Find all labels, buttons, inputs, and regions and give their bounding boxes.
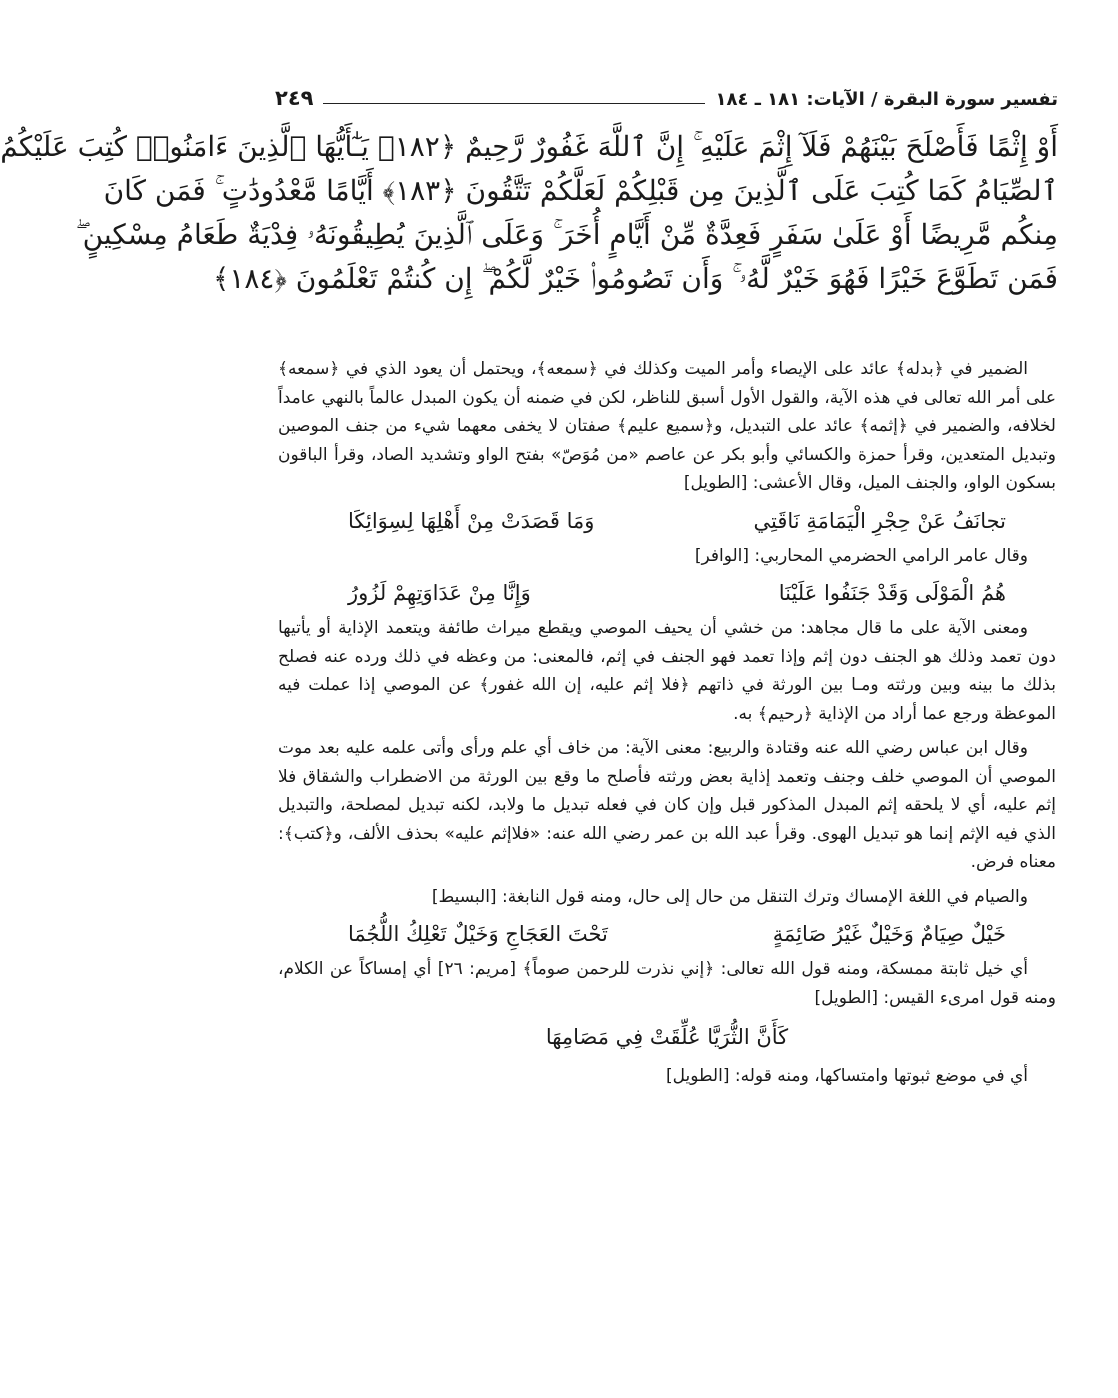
header-rule — [323, 103, 705, 104]
verse-second-hemistich: وَمَا قَصَدَتْ مِنْ أَهْلِهَا لِسِوَائِكَا — [348, 508, 595, 533]
poem-verse — [348, 504, 1006, 538]
page-number: ٢٤٩ — [275, 86, 314, 110]
quran-verses-block — [0, 125, 1058, 345]
commentary-body — [278, 355, 1056, 1097]
paragraph — [278, 355, 1056, 498]
running-header — [275, 80, 1058, 110]
paragraph — [278, 955, 1056, 1012]
paragraph-text: أي في موضع ثبوتها وامتساكها، ومنه قوله: — [734, 1066, 1028, 1086]
meter-label: [الطويل] — [683, 473, 748, 493]
paragraph: ومعنى الآية على ما قال مجاهد: من خشي أن يحيف الموصي ويقطع ميراث طائفة ويتعمد الإذاية أو يأتيها دون تعمد وذلك هو الجنف دون إثم وإذا تعمد فهو الجنف في إثم، فالمعنى: من وعظه في ذلك ورده عنه فصلح بذلك ما بينه وبين ورثته ومـا بين الورثة في ذاتهم ﴿فلا إثم عليه، إن الله غفور﴾ عن الموصي إذا عملت فيه الموعظة ورجع عما أراد من الإذاية ﴿رحيم﴾ به. — [278, 618, 1056, 724]
paragraph — [278, 542, 1056, 571]
meter-label: [الطويل] — [814, 987, 879, 1008]
quran-line: أَوْ إِثْمًا فَأَصْلَحَ بَيْنَهُمْ فَلَآ إِثْمَ عَلَيْهِ ۚ إِنَّ ٱللَّهَ غَفُورٌ رَّحِيمٌ ﴿١٨٢﴾ يَـٰٓأَيُّهَا ٱلَّذِينَ ءَامَنُوا۟ كُتِبَ عَلَيْكُمُ — [0, 130, 1058, 163]
poem-verse — [278, 1020, 1056, 1054]
paragraph-text: الضمير في ﴿بدله﴾ عائد على الإيصاء وأمر الميت وكذلك في ﴿سمعه﴾، ويحتمل أن يعود الذي في ﴿سمعه﴾ على أمر الله تعالى في هذه الآية، والقول الأول أسبق للناظر، لكن في ضمنه أن يكون المبدل عالماً بالنهي عامداً لخلافه، والضمير في ﴿إثمه﴾ عائد على التبديل، و﴿سميع عليم﴾ صفتان لا يخفى معهما شيء من جنف الموصين وتبديل المتعدين، وقرأ حمزة والكسائي وأبو بكر عن عاصم «من مُوَصّ» بفتح الواو وتشديد الصاد، وقرأ الباقون بسكون الواو، والجنف الميل، وقال الأعشى: — [278, 359, 1056, 493]
paragraph-text: والصيام في اللغة الإمساك وترك التنقل من حال إلى حال، ومنه قول النابغة: — [501, 886, 1028, 907]
paragraph: وقال ابن عباس رضي الله عنه وقتادة والربيع: معنى الآية: من خاف أي علم ورأى وأتى علمه عليه بعد موت الموصي أن الموصي خلف وجنف وتعمد إذاية بعض ورثته فأصلح ما وقع بين الورثة من الاضطراب والشقاق فلا إثم عليه، أي لا يلحقه إثم المبدل المذكور قبل وإن كان في فعله تبديل ما ولابد، لكنه تبديل لمصلحة، والتبديل الذي فيه الإثم إنما هو تبديل الهوى. وقرأ عبد الله بن عمر رضي الله عنه: «فلاإثم عليه» بحذف الألف، و﴿كتب﴾: معناه فرض. — [278, 738, 1056, 872]
poem-verse — [348, 576, 1006, 610]
verse-second-hemistich: وَإِنَّا مِنْ عَدَاوَتِهِمْ لَزُورُ — [348, 581, 531, 605]
meter-label: [الطويل] — [665, 1066, 730, 1086]
paragraph-text: وقال عامر الرامي الحضرمي المحاربي: — [754, 545, 1028, 566]
verse-first-hemistich: خَيْلٌ صِيَامٌ وَخَيْلٌ غَيْرُ صَائِمَةٍ — [772, 922, 1006, 946]
paragraph — [278, 883, 1056, 912]
paragraph-text: أي خيل ثابتة ممسكة، ومنه قول الله تعالى: ﴿إني نذرت للرحمن صوماً﴾ [مريم: ٢٦] أي إمساكاً عن الكلام، ومنه قول امرىء القيس: — [278, 959, 1056, 1008]
meter-label: [البسيط] — [431, 886, 497, 907]
quran-line: مِنكُم مَّرِيضًا أَوْ عَلَىٰ سَفَرٍ فَعِدَّةٌ مِّنْ أَيَّامٍ أُخَرَ ۚ وَعَلَى ٱلَّذِينَ يُطِيقُونَهُۥ فِدْيَةٌ طَعَامُ مِسْكِينٍ ۖ — [75, 218, 1058, 251]
verse-second-hemistich: تَحْتَ العَجَاجِ وَخَيْلٌ تَعْلِكُ اللُّجُمَا — [348, 922, 608, 946]
header-title: تفسير سورة البقرة / الآيات: ١٨١ ـ ١٨٤ — [715, 89, 1058, 110]
verse-first-hemistich: هُمُ الْمَوْلَى وَقَدْ جَنَفُوا عَلَيْنَا — [778, 581, 1006, 605]
verse-hemistich: كَأَنَّ الثُّرَيَّا عُلِّقَتْ فِي مَصَامِهَا — [545, 1025, 789, 1049]
poem-verse — [348, 917, 1006, 951]
verse-first-hemistich: تجانَفُ عَنْ حِجْرِ الْيَمَامَةِ نَاقَتِي — [753, 508, 1006, 533]
paragraph — [278, 1062, 1056, 1091]
quran-line: ٱلصِّيَامُ كَمَا كُتِبَ عَلَى ٱلَّذِينَ مِن قَبْلِكُمْ لَعَلَّكُمْ تَتَّقُونَ ﴿١٨٣﴾ أَيَّامًا مَّعْدُودَٰتٍ ۚ فَمَن كَانَ — [103, 174, 1058, 207]
meter-label: [الوافر] — [694, 545, 750, 566]
quran-line: فَمَن تَطَوَّعَ خَيْرًا فَهُوَ خَيْرٌ لَّهُۥ ۚ وَأَن تَصُومُوا۟ خَيْرٌ لَّكُمْ ۖ إِن كُنتُمْ تَعْلَمُونَ ﴿١٨٤﴾ — [212, 262, 1058, 295]
